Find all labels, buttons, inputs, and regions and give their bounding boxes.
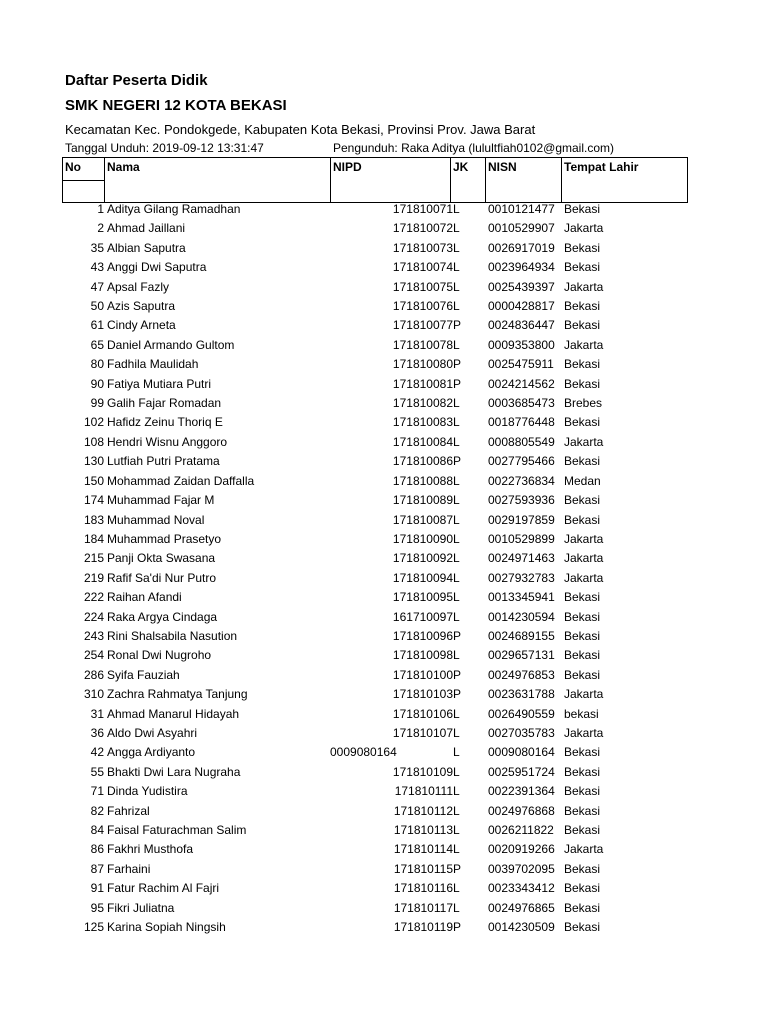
header-place: Tempat Lahir bbox=[562, 158, 688, 181]
cell-nisn: 0000428817 bbox=[488, 299, 555, 314]
cell-place: Bekasi bbox=[564, 667, 601, 682]
table-row bbox=[62, 821, 687, 840]
cell-name: Hafidz Zeinu Thoriq E bbox=[107, 415, 223, 430]
cell-no: 102 bbox=[83, 415, 104, 430]
cell-nipd: 171810114 bbox=[393, 842, 453, 857]
header-jk: JK bbox=[451, 158, 486, 181]
table-row bbox=[62, 724, 687, 743]
cell-name: Ahmad Manarul Hidayah bbox=[107, 706, 240, 721]
cell-no: 1 bbox=[97, 202, 104, 216]
cell-name: Lutfiah Putri Pratama bbox=[107, 454, 220, 469]
cell-nisn: 0039702095 bbox=[488, 861, 555, 876]
cell-place: Jakarta bbox=[564, 725, 604, 740]
cell-jk: L bbox=[453, 279, 460, 294]
cell-jk: L bbox=[453, 706, 460, 721]
cell-no: 99 bbox=[90, 396, 104, 411]
cell-nipd: 171810080 bbox=[392, 357, 453, 372]
cell-nipd: 171810088 bbox=[392, 473, 453, 488]
table-row bbox=[62, 782, 687, 801]
table-row bbox=[62, 491, 687, 510]
cell-nipd: 171810100 bbox=[392, 667, 453, 682]
cell-name: Ahmad Jaillani bbox=[107, 221, 186, 236]
cell-jk: L bbox=[453, 764, 460, 779]
table-row bbox=[62, 763, 687, 782]
table-row bbox=[62, 627, 687, 646]
cell-no: 184 bbox=[83, 531, 104, 546]
cell-nipd: 0009080164 bbox=[330, 745, 397, 760]
cell-nipd: 171810084 bbox=[392, 434, 453, 449]
table-row bbox=[62, 200, 687, 219]
table-row bbox=[62, 840, 687, 859]
cell-no: 215 bbox=[83, 551, 104, 566]
table-row bbox=[62, 355, 687, 374]
table-row bbox=[62, 646, 687, 665]
cell-nisn: 0024976853 bbox=[488, 667, 555, 682]
cell-jk: L bbox=[453, 337, 460, 352]
cell-jk: L bbox=[453, 493, 460, 508]
cell-nisn: 0024836447 bbox=[488, 318, 555, 333]
student-list bbox=[62, 200, 687, 937]
cell-jk: L bbox=[453, 434, 460, 449]
header-nisn: NISN bbox=[486, 158, 562, 181]
cell-nipd: 171810077 bbox=[392, 318, 453, 333]
school-name: SMK NEGERI 12 KOTA BEKASI bbox=[65, 97, 287, 114]
cell-jk: L bbox=[453, 396, 460, 411]
cell-no: 50 bbox=[90, 299, 104, 314]
cell-place: Jakarta bbox=[564, 687, 604, 702]
table-row bbox=[62, 239, 687, 258]
cell-name: Fadhila Maulidah bbox=[107, 357, 199, 372]
cell-nipd: 171810106 bbox=[392, 706, 453, 721]
cell-nipd: 171810095 bbox=[392, 590, 453, 605]
cell-nipd: 171810107 bbox=[392, 725, 453, 740]
cell-nipd: 171810096 bbox=[392, 628, 453, 643]
cell-nipd: 171810083 bbox=[392, 415, 453, 430]
cell-no: 254 bbox=[83, 648, 104, 663]
cell-no: 65 bbox=[90, 337, 104, 352]
cell-jk: L bbox=[453, 299, 460, 314]
cell-place: Bekasi bbox=[564, 240, 601, 255]
table-row bbox=[62, 918, 687, 937]
cell-nisn: 0027035783 bbox=[488, 725, 555, 740]
cell-nisn: 0023631788 bbox=[488, 687, 555, 702]
cell-nisn: 0020919266 bbox=[488, 842, 555, 857]
cell-nipd: 171810098 bbox=[392, 648, 453, 663]
cell-name: Faisal Faturachman Salim bbox=[107, 823, 247, 837]
table-row bbox=[62, 511, 687, 530]
cell-jk: L bbox=[453, 240, 460, 255]
cell-place: Bekasi bbox=[564, 648, 601, 663]
header-nipd: NIPD bbox=[331, 158, 451, 181]
cell-place: Bekasi bbox=[564, 299, 601, 314]
cell-nisn: 0014230509 bbox=[488, 920, 555, 935]
cell-nisn: 0024971463 bbox=[488, 551, 555, 566]
cell-nipd: 171810071 bbox=[392, 202, 453, 216]
cell-place: Bekasi bbox=[564, 784, 601, 799]
cell-place: Bekasi bbox=[564, 415, 601, 430]
cell-name: Rini Shalsabila Nasution bbox=[107, 628, 238, 643]
cell-jk: P bbox=[453, 376, 462, 391]
cell-nipd: 161710097 bbox=[392, 609, 453, 624]
cell-jk: P bbox=[453, 687, 462, 702]
download-date: Tanggal Unduh: 2019-09-12 13:31:47 bbox=[65, 141, 264, 155]
cell-jk: P bbox=[453, 920, 462, 935]
cell-nisn: 0029197859 bbox=[488, 512, 555, 527]
cell-name: Farhaini bbox=[107, 861, 151, 876]
cell-name: Dinda Yudistira bbox=[107, 784, 188, 799]
cell-no: 36 bbox=[90, 725, 104, 740]
cell-no: 95 bbox=[90, 900, 104, 915]
cell-name: Karina Sopiah Ningsih bbox=[107, 920, 226, 935]
cell-no: 125 bbox=[83, 920, 104, 935]
cell-place: Jakarta bbox=[564, 434, 604, 449]
cell-name: Zachra Rahmatya Tanjung bbox=[107, 687, 248, 702]
cell-place: Bekasi bbox=[564, 861, 601, 876]
table-row bbox=[62, 278, 687, 297]
cell-name: Cindy Arneta bbox=[107, 318, 176, 333]
cell-nisn: 0023343412 bbox=[488, 881, 555, 896]
cell-name: Fakhri Musthofa bbox=[107, 842, 194, 857]
cell-nisn: 0024976868 bbox=[488, 803, 555, 818]
cell-name: Aditya Gilang Ramadhan bbox=[107, 202, 241, 216]
cell-nipd: 171810076 bbox=[392, 299, 453, 314]
cell-place: Bekasi bbox=[564, 202, 601, 216]
cell-name: Ronal Dwi Nugroho bbox=[107, 648, 212, 663]
cell-nipd: 171810113 bbox=[393, 823, 453, 837]
cell-nisn: 0010529899 bbox=[488, 531, 555, 546]
cell-nisn: 0026211822 bbox=[488, 823, 554, 837]
cell-nipd: 171810094 bbox=[392, 570, 453, 585]
cell-no: 82 bbox=[90, 803, 104, 818]
cell-nisn: 0024976865 bbox=[488, 900, 555, 915]
cell-place: Medan bbox=[564, 473, 601, 488]
cell-place: Jakarta bbox=[564, 279, 604, 294]
cell-place: Jakarta bbox=[564, 531, 604, 546]
cell-jk: L bbox=[453, 900, 460, 915]
cell-name: Syifa Fauziah bbox=[107, 667, 180, 682]
cell-place: Bekasi bbox=[564, 357, 601, 372]
cell-nisn: 0024689155 bbox=[488, 628, 555, 643]
cell-no: 71 bbox=[90, 784, 104, 799]
cell-no: 2 bbox=[97, 221, 104, 236]
cell-place: Jakarta bbox=[564, 570, 604, 585]
cell-nipd: 171810116 bbox=[393, 881, 453, 896]
cell-name: Angga Ardiyanto bbox=[107, 745, 196, 760]
cell-no: 91 bbox=[90, 881, 104, 896]
cell-jk: L bbox=[453, 590, 460, 605]
cell-nisn: 0025951724 bbox=[488, 764, 555, 779]
cell-name: Panji Okta Swasana bbox=[107, 551, 216, 566]
cell-nipd: 171810075 bbox=[392, 279, 453, 294]
cell-name: Fatiya Mutiara Putri bbox=[107, 376, 212, 391]
table-row bbox=[62, 394, 687, 413]
cell-no: 108 bbox=[83, 434, 104, 449]
cell-no: 31 bbox=[90, 706, 104, 721]
cell-nisn: 0029657131 bbox=[488, 648, 555, 663]
cell-jk: L bbox=[453, 725, 460, 740]
cell-name: Daniel Armando Gultom bbox=[107, 337, 235, 352]
cell-place: Bekasi bbox=[564, 900, 601, 915]
table-row bbox=[62, 743, 687, 762]
cell-no: 47 bbox=[90, 279, 104, 294]
cell-nisn: 0009353800 bbox=[488, 337, 555, 352]
cell-nisn: 0023964934 bbox=[488, 260, 555, 275]
cell-name: Galih Fajar Romadan bbox=[107, 396, 222, 411]
cell-nisn: 0026917019 bbox=[488, 240, 555, 255]
table-row bbox=[62, 433, 687, 452]
table-row bbox=[62, 219, 687, 238]
cell-name: Mohammad Zaidan Daffalla bbox=[107, 473, 255, 488]
cell-name: Bhakti Dwi Lara Nugraha bbox=[107, 764, 241, 779]
cell-nipd: 171810074 bbox=[392, 260, 453, 275]
cell-place: Bekasi bbox=[564, 803, 601, 818]
table-row bbox=[62, 336, 687, 355]
cell-name: Raihan Afandi bbox=[107, 590, 182, 605]
cell-nipd: 171810078 bbox=[392, 337, 453, 352]
downloader-info: Pengunduh: Raka Aditya (lulultfiah0102@gmail.com) bbox=[333, 141, 615, 155]
cell-nisn: 0008805549 bbox=[488, 434, 555, 449]
cell-nisn: 0025439397 bbox=[488, 279, 555, 294]
cell-jk: L bbox=[453, 531, 460, 546]
cell-name: Fahrizal bbox=[107, 803, 150, 818]
table-row bbox=[62, 452, 687, 471]
cell-jk: L bbox=[453, 881, 460, 896]
cell-name: Muhammad Prasetyo bbox=[107, 531, 222, 546]
cell-place: Jakarta bbox=[564, 842, 604, 857]
cell-jk: L bbox=[453, 784, 460, 799]
cell-jk: P bbox=[453, 357, 462, 372]
cell-no: 222 bbox=[83, 590, 104, 605]
table-row bbox=[62, 879, 687, 898]
cell-name: Anggi Dwi Saputra bbox=[107, 260, 207, 275]
cell-place: Bekasi bbox=[564, 590, 601, 605]
table-row bbox=[62, 899, 687, 918]
cell-jk: P bbox=[453, 454, 462, 469]
cell-name: Muhammad Noval bbox=[107, 512, 205, 527]
cell-place: bekasi bbox=[564, 706, 599, 721]
header-no: No bbox=[63, 158, 105, 181]
cell-nisn: 0010529907 bbox=[488, 221, 555, 236]
table-row bbox=[62, 666, 687, 685]
cell-jk: L bbox=[453, 473, 460, 488]
cell-name: Fatur Rachim Al Fajri bbox=[107, 881, 220, 896]
cell-jk: L bbox=[453, 823, 460, 837]
region-info: Kecamatan Kec. Pondokgede, Kabupaten Kota Bekasi, Provinsi Prov. Jawa Barat bbox=[65, 122, 536, 137]
cell-nipd: 171810087 bbox=[392, 512, 453, 527]
cell-place: Bekasi bbox=[564, 260, 601, 275]
cell-jk: L bbox=[453, 570, 460, 585]
table-row bbox=[62, 530, 687, 549]
cell-place: Brebes bbox=[564, 396, 603, 411]
cell-nisn: 0027932783 bbox=[488, 570, 555, 585]
cell-jk: L bbox=[453, 803, 460, 818]
cell-no: 61 bbox=[90, 318, 104, 333]
cell-name: Rafif Sa'di Nur Putro bbox=[107, 570, 217, 585]
cell-nisn: 0027593936 bbox=[488, 493, 555, 508]
table-row bbox=[62, 472, 687, 491]
table-row bbox=[62, 588, 687, 607]
cell-nipd: 171810111 bbox=[394, 784, 453, 799]
cell-nipd: 171810103 bbox=[392, 687, 453, 702]
cell-no: 80 bbox=[90, 357, 104, 372]
cell-name: Albian Saputra bbox=[107, 240, 186, 255]
cell-place: Bekasi bbox=[564, 881, 601, 896]
cell-nipd: 171810089 bbox=[392, 493, 453, 508]
cell-place: Bekasi bbox=[564, 823, 601, 837]
table-row bbox=[62, 685, 687, 704]
cell-name: Apsal Fazly bbox=[107, 279, 170, 294]
cell-place: Jakarta bbox=[564, 551, 604, 566]
cell-nipd: 171810092 bbox=[392, 551, 453, 566]
cell-nipd: 171810119 bbox=[393, 920, 453, 935]
cell-nipd: 171810109 bbox=[392, 764, 453, 779]
cell-jk: L bbox=[453, 609, 460, 624]
cell-place: Bekasi bbox=[564, 512, 601, 527]
table-row bbox=[62, 860, 687, 879]
table-row bbox=[62, 549, 687, 568]
cell-place: Bekasi bbox=[564, 628, 601, 643]
cell-nipd: 171810112 bbox=[393, 803, 453, 818]
table-row bbox=[62, 297, 687, 316]
cell-place: Bekasi bbox=[564, 454, 601, 469]
cell-place: Jakarta bbox=[564, 221, 604, 236]
cell-nisn: 0009080164 bbox=[488, 745, 555, 760]
cell-name: Aldo Dwi Asyahri bbox=[107, 725, 198, 740]
cell-place: Bekasi bbox=[564, 493, 601, 508]
table-row bbox=[62, 316, 687, 335]
cell-nipd: 171810073 bbox=[392, 240, 453, 255]
cell-place: Bekasi bbox=[564, 609, 601, 624]
cell-no: 130 bbox=[83, 454, 104, 469]
cell-nisn: 0027795466 bbox=[488, 454, 555, 469]
cell-no: 174 bbox=[83, 493, 104, 508]
cell-nisn: 0014230594 bbox=[488, 609, 555, 624]
cell-no: 219 bbox=[83, 570, 104, 585]
cell-no: 86 bbox=[90, 842, 104, 857]
cell-nipd: 171810090 bbox=[392, 531, 453, 546]
document-title: Daftar Peserta Didik bbox=[65, 72, 208, 89]
cell-no: 90 bbox=[90, 376, 104, 391]
cell-jk: P bbox=[453, 318, 462, 333]
table-row bbox=[62, 569, 687, 588]
cell-jk: L bbox=[453, 260, 460, 275]
cell-nisn: 0022736834 bbox=[488, 473, 555, 488]
cell-no: 35 bbox=[90, 240, 104, 255]
table-row bbox=[62, 375, 687, 394]
table-row bbox=[62, 258, 687, 277]
cell-nipd: 171810081 bbox=[392, 376, 453, 391]
table-row bbox=[62, 705, 687, 724]
cell-no: 150 bbox=[83, 473, 104, 488]
cell-jk: P bbox=[453, 628, 462, 643]
cell-no: 286 bbox=[83, 667, 104, 682]
cell-no: 87 bbox=[90, 861, 104, 876]
cell-no: 42 bbox=[90, 745, 104, 760]
cell-no: 43 bbox=[90, 260, 104, 275]
cell-nipd: 171810117 bbox=[393, 900, 453, 915]
cell-jk: L bbox=[453, 415, 460, 430]
cell-place: Jakarta bbox=[564, 337, 604, 352]
table-row bbox=[62, 608, 687, 627]
cell-jk: L bbox=[453, 551, 460, 566]
cell-jk: L bbox=[453, 745, 460, 760]
cell-jk: L bbox=[453, 512, 460, 527]
cell-place: Bekasi bbox=[564, 376, 601, 391]
cell-no: 224 bbox=[83, 609, 104, 624]
cell-jk: P bbox=[453, 861, 462, 876]
cell-nipd: 171810086 bbox=[392, 454, 453, 469]
cell-name: Azis Saputra bbox=[107, 299, 176, 314]
cell-nisn: 0003685473 bbox=[488, 396, 555, 411]
table-row bbox=[62, 413, 687, 432]
table-header bbox=[62, 157, 688, 203]
cell-nisn: 0026490559 bbox=[488, 706, 555, 721]
cell-jk: L bbox=[453, 202, 460, 216]
cell-jk: L bbox=[453, 221, 460, 236]
cell-jk: P bbox=[453, 667, 462, 682]
cell-nipd: 171810072 bbox=[392, 221, 453, 236]
cell-no: 310 bbox=[83, 687, 104, 702]
cell-place: Bekasi bbox=[564, 920, 601, 935]
table-row bbox=[62, 802, 687, 821]
cell-name: Muhammad Fajar M bbox=[107, 493, 215, 508]
cell-nisn: 0018776448 bbox=[488, 415, 555, 430]
cell-place: Bekasi bbox=[564, 745, 601, 760]
cell-nipd: 171810115 bbox=[393, 861, 453, 876]
cell-no: 84 bbox=[90, 823, 104, 837]
cell-name: Fikri Juliatna bbox=[107, 900, 175, 915]
cell-nisn: 0024214562 bbox=[488, 376, 555, 391]
cell-jk: L bbox=[453, 842, 460, 857]
cell-no: 55 bbox=[90, 764, 104, 779]
cell-name: Hendri Wisnu Anggoro bbox=[107, 434, 228, 449]
cell-nisn: 0025475911 bbox=[488, 357, 554, 372]
cell-nisn: 0010121477 bbox=[488, 202, 555, 216]
cell-name: Raka Argya Cindaga bbox=[107, 609, 218, 624]
cell-jk: L bbox=[453, 648, 460, 663]
cell-nisn: 0013345941 bbox=[488, 590, 555, 605]
header-name: Nama bbox=[105, 158, 331, 181]
cell-nisn: 0022391364 bbox=[488, 784, 555, 799]
cell-nipd: 171810082 bbox=[392, 396, 453, 411]
cell-place: Bekasi bbox=[564, 318, 601, 333]
cell-no: 183 bbox=[83, 512, 104, 527]
cell-no: 243 bbox=[83, 628, 104, 643]
cell-place: Bekasi bbox=[564, 764, 601, 779]
